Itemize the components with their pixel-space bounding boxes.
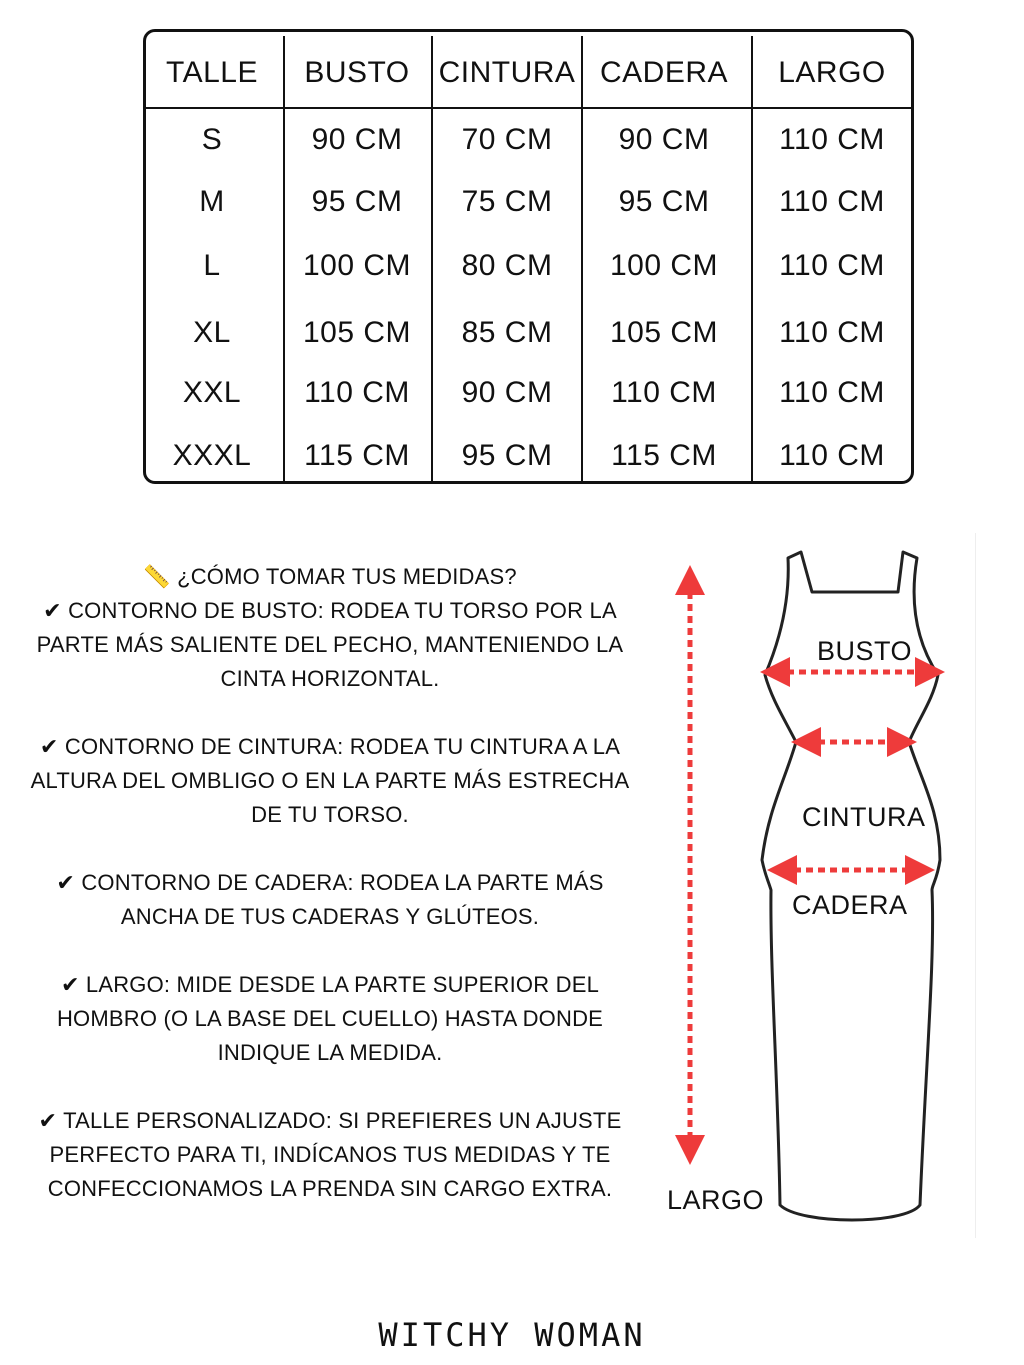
divider-line: [975, 533, 976, 1238]
label-largo: LARGO: [667, 1185, 765, 1215]
header-cell: CINTURA: [438, 56, 576, 89]
size-label-cell: XXL: [182, 376, 242, 409]
brand-logo: WITCHY WOMAN: [378, 1316, 646, 1354]
measurement-cell: 110 CM: [779, 185, 885, 218]
measurement-cell: 90 CM: [311, 123, 403, 156]
instruction-busto: ✔ CONTORNO DE BUSTO: RODEA TU TORSO POR LA PARTE MÁS SALIENTE DEL PECHO, MANTENIENDO LA CINTA HORIZONTAL.: [36, 598, 624, 691]
measurement-cell: 95 CM: [618, 185, 710, 218]
instruction-talle-personalizado: ✔ TALLE PERSONALIZADO: SI PREFIERES UN AJUSTE PERFECTO PARA TI, INDÍCANOS TUS MEDIDAS Y TE CONFECCIONAMOS LA PRENDA SIN CARGO EXTRA.: [38, 1108, 622, 1201]
measurement-cell: 110 CM: [779, 439, 885, 472]
measurement-cell: 100 CM: [302, 249, 412, 282]
checkmark-icon: ✔: [38, 1108, 58, 1133]
measurement-cell: 110 CM: [779, 316, 885, 349]
measurement-cell: 70 CM: [461, 123, 553, 156]
instruction-cadera: ✔ CONTORNO DE CADERA: RODEA LA PARTE MÁS ANCHA DE TUS CADERAS Y GLÚTEOS.: [56, 870, 604, 929]
measurement-cell: 110 CM: [779, 249, 885, 282]
instruction-largo: ✔ LARGO: MIDE DESDE LA PARTE SUPERIOR DEL HOMBRO (O LA BASE DEL CUELLO) HASTA DONDE INDIQUE LA MEDIDA.: [56, 972, 604, 1065]
measurement-cell: 95 CM: [311, 185, 403, 218]
header-cell: BUSTO: [304, 56, 410, 89]
measurement-cell: 100 CM: [609, 249, 719, 282]
size-label-cell: S: [201, 123, 223, 156]
checkmark-icon: ✔: [56, 870, 76, 895]
measurement-cell: 90 CM: [461, 376, 553, 409]
size-label-cell: XL: [193, 316, 231, 349]
size-label-cell: M: [199, 185, 225, 218]
measurement-cell: 80 CM: [461, 249, 553, 282]
measurement-cell: 90 CM: [618, 123, 710, 156]
measurement-cell: 105 CM: [609, 316, 719, 349]
measurement-cell: 105 CM: [302, 316, 412, 349]
measurement-cell: 110 CM: [304, 376, 410, 409]
label-cintura: CINTURA: [802, 802, 926, 832]
measurement-cell: 75 CM: [461, 185, 553, 218]
instructions-title: 📏 ¿CÓMO TOMAR TUS MEDIDAS?: [143, 564, 517, 589]
measurement-cell: 110 CM: [779, 123, 885, 156]
measurement-cell: 115 CM: [304, 439, 410, 472]
checkmark-icon: ✔: [60, 972, 80, 997]
label-busto: BUSTO: [817, 636, 913, 666]
instruction-cintura: ✔ CONTORNO DE CINTURA: RODEA TU CINTURA A LA ALTURA DEL OMBLIGO O EN LA PARTE MÁS ESTRECHA DE TU TORSO.: [30, 734, 630, 827]
header-cell: CADERA: [599, 56, 729, 89]
header-cell: LARGO: [778, 56, 886, 89]
size-label-cell: L: [203, 249, 221, 282]
measurement-cell: 95 CM: [461, 439, 553, 472]
label-cadera: CADERA: [792, 890, 908, 920]
checkmark-icon: ✔: [43, 598, 62, 623]
size-label-cell: XXXL: [172, 439, 252, 472]
header-cell: TALLE: [166, 56, 258, 89]
measurement-cell: 110 CM: [611, 376, 717, 409]
measurement-cell: 110 CM: [779, 376, 885, 409]
measurement-cell: 85 CM: [461, 316, 553, 349]
measurement-cell: 115 CM: [611, 439, 717, 472]
checkmark-icon: ✔: [39, 734, 59, 759]
